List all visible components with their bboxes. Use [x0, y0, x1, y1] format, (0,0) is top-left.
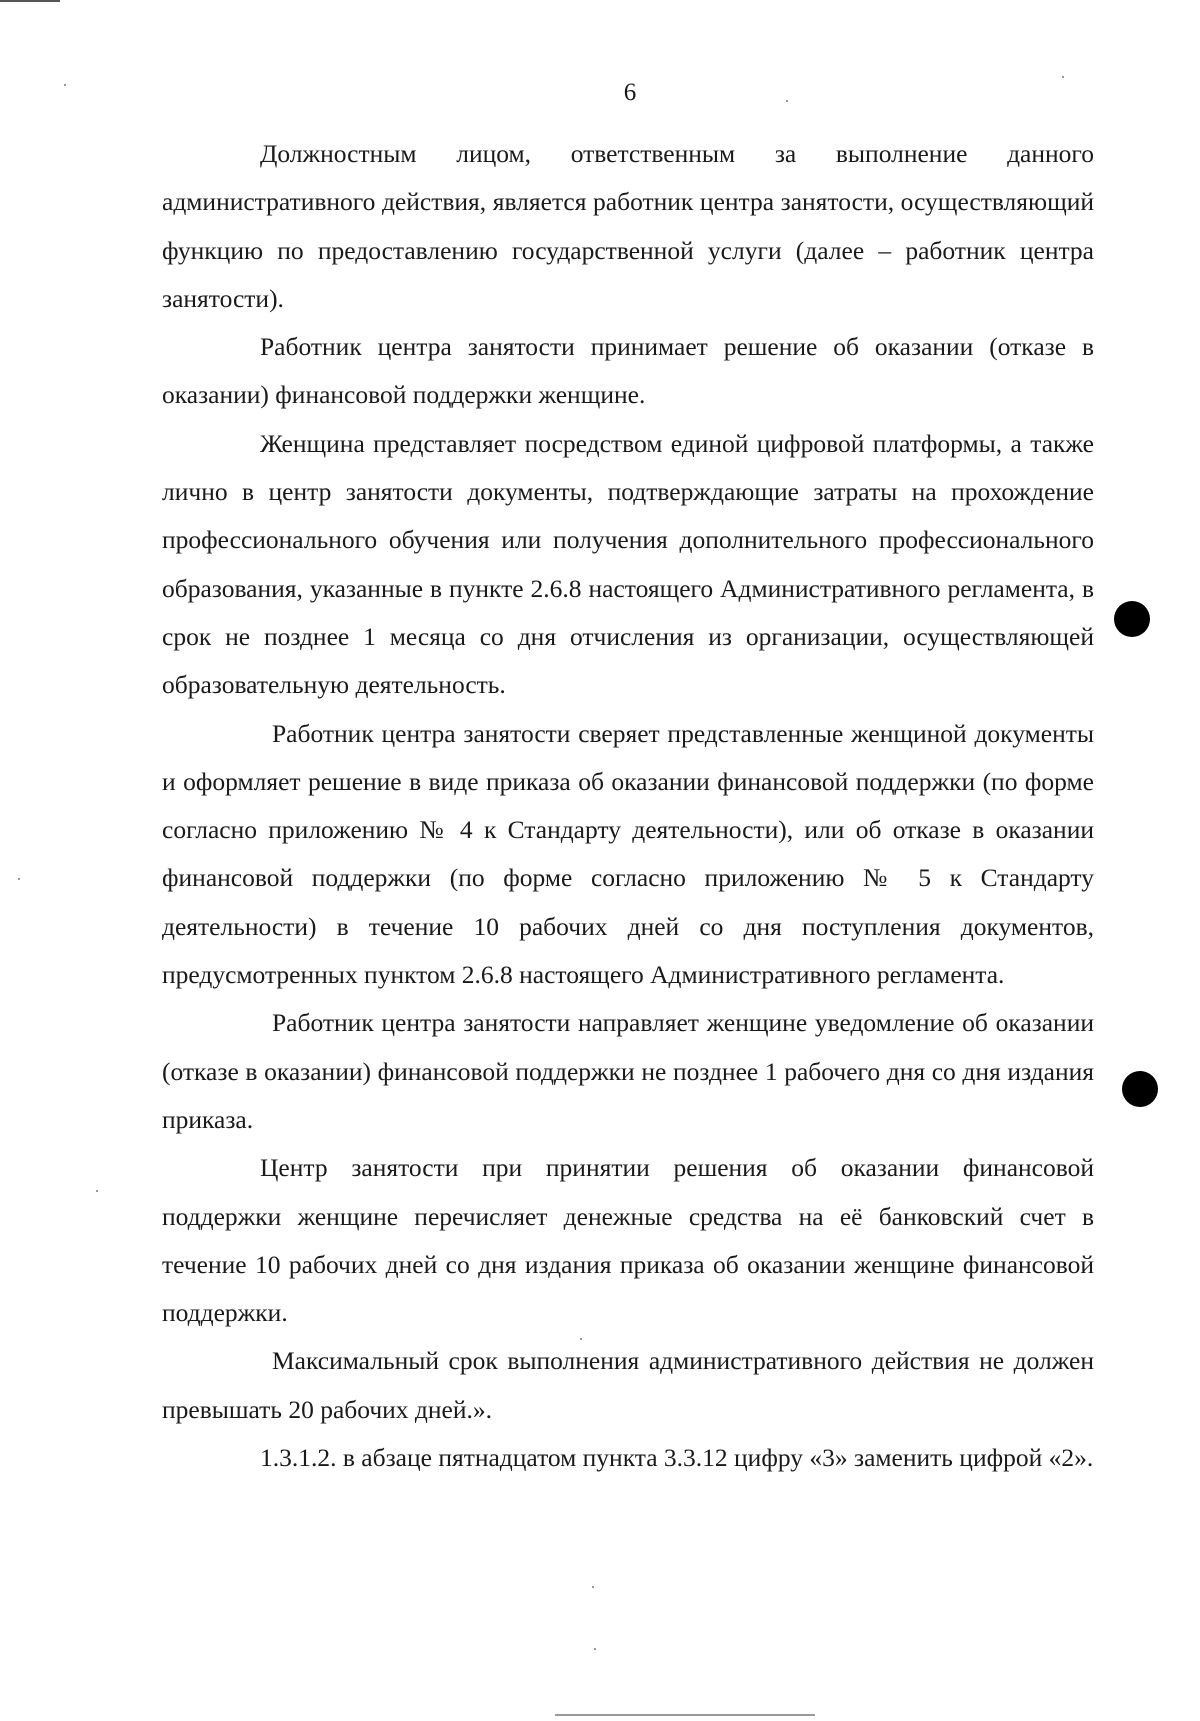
scan-speck — [64, 84, 66, 86]
punch-hole-lower — [1122, 1071, 1158, 1107]
paragraph-responsible-official: Должностным лицом, ответственным за выполнение данного административного действия, является работник центра занятости, осуществляющий функцию по предоставлению государственной услуги (далее – работник центра занятости). — [162, 139, 1094, 313]
paragraph-max-term: Максимальный срок выполнения административного действия не должен превышать 20 рабочих дней.». — [162, 1346, 1094, 1424]
scan-edge-mark — [555, 1714, 815, 1716]
scan-speck — [96, 1190, 98, 1192]
scan-speck — [580, 1338, 582, 1340]
punch-hole-upper — [1114, 601, 1150, 637]
paragraph-verification: Работник центра занятости сверяет представленные женщиной документы и оформляет решение в виде приказа об оказании финансовой поддержки (по форме согласно приложению № 4 к Стандарту деятельности), или об отказе в оказании финансовой поддержки (по форме согласно приложению № 5 к Стандарту деятельности) в течение 10 рабочих дней со дня поступления документов, предусмотренных пунктом 2.6.8 настоящего Административного регламента. — [162, 718, 1094, 990]
scan-speck — [592, 1586, 594, 1588]
scan-speck — [594, 1648, 596, 1650]
scan-speck — [1062, 76, 1064, 78]
paragraph-payment: Центр занятости при принятии решения об оказании финансовой поддержки женщине перечисляет денежные средства на её банковский счет в течение 10 рабочих дней со дня издания приказа об оказании женщине финансовой поддержки. — [162, 1153, 1094, 1328]
paragraph-notification: Работник центра занятости направляет женщине уведомление об оказании (отказе в оказании) финансовой поддержки не позднее 1 рабочего дня со дня издания приказа. — [162, 1008, 1094, 1134]
paragraph-decision: Работник центра занятости принимает решение об оказании (отказе в оказании) финансовой поддержки женщине. — [162, 332, 1094, 410]
scan-edge-mark — [0, 0, 60, 2]
document-body — [162, 130, 1094, 1482]
scan-speck — [786, 100, 788, 102]
paragraph-amendment: 1.3.1.2. в абзаце пятнадцатом пункта 3.3.12 цифру «3» заменить цифрой «2». — [260, 1443, 1094, 1473]
paragraph-documents: Женщина представляет посредством единой цифровой платформы, а также лично в центр занятости документы, подтверждающие затраты на прохождение профессионального обучения или получения дополнительного профессионального образования, указанные в пункте 2.6.8 настоящего Административного регламента, в срок не позднее 1 месяца со дня отчисления из организации, осуществляющей образовательную деятельность. — [162, 428, 1094, 700]
page-number: 6 — [623, 79, 637, 106]
scan-speck — [18, 878, 20, 880]
